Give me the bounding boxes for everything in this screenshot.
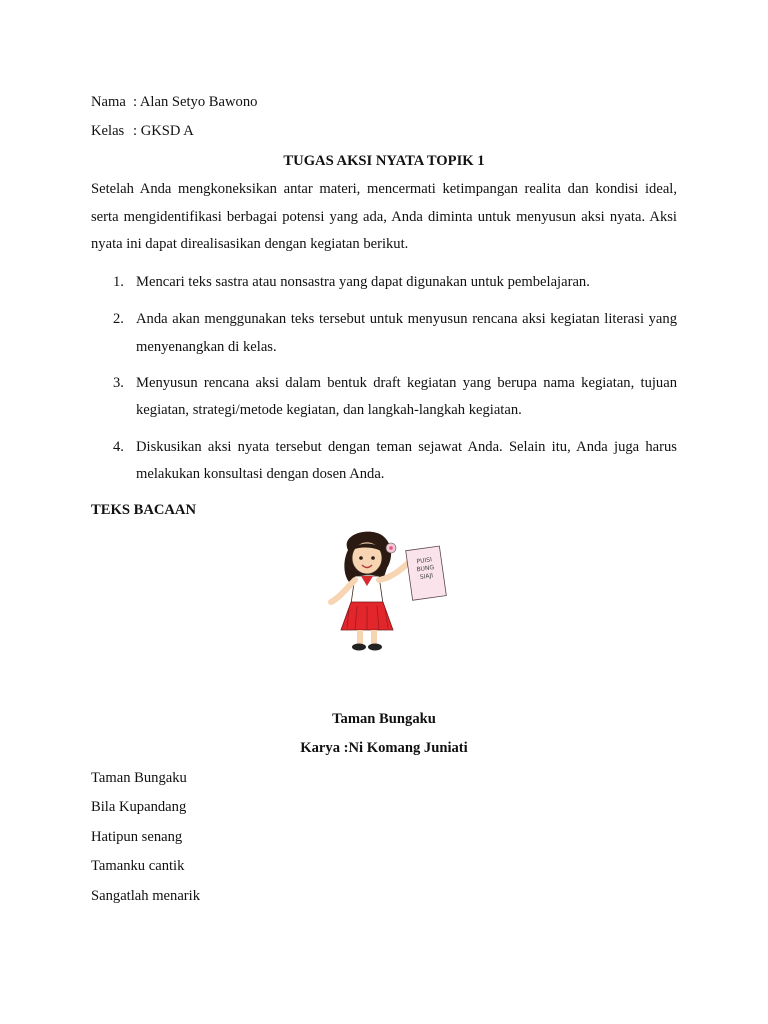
task-number: 2. xyxy=(113,311,124,327)
poem-title: Taman Bungaku xyxy=(332,711,436,727)
eye-icon xyxy=(371,556,375,560)
paper-text: PUISI xyxy=(416,556,433,566)
poem-author: Karya :Ni Komang Juniati xyxy=(300,740,468,756)
task-number: 4. xyxy=(113,439,124,455)
page-title: TUGAS AKSI NYATA TOPIK 1 xyxy=(283,153,485,169)
task-text: Anda akan menggunakan teks tersebut untuk menyusun rencana aksi kegiatan literasi yang xyxy=(136,311,677,327)
task-text: Mencari teks sastra atau nonsastra yang dapat digunakan untuk pembelajaran. xyxy=(136,274,590,290)
intro-line-1: Setelah Anda mengkoneksikan antar materi, mencermati ketimpangan realita dan kondisi ideal, xyxy=(91,181,677,197)
task-number: 1. xyxy=(113,274,124,290)
nama-label: Nama xyxy=(91,94,126,110)
poem-paper xyxy=(406,546,447,600)
intro-line-2: serta mengidentifikasi berbagai potensi yang ada, Anda diminta untuk menyusun aksi nyata. Aksi xyxy=(91,209,677,225)
task-number: 3. xyxy=(113,375,124,391)
kelas-value: : GKSD A xyxy=(133,123,194,139)
paper-text: BUNG xyxy=(416,563,435,574)
intro-line-3: nyata ini dapat direalisasikan dengan kegiatan berikut. xyxy=(91,236,409,252)
eye-icon xyxy=(359,556,363,560)
shoe-icon xyxy=(368,644,382,651)
task-text: melakukan konsultasi dengan dosen Anda. xyxy=(136,466,385,482)
poem-line: Tamanku cantik xyxy=(91,858,185,874)
section-heading: TEKS BACAAN xyxy=(91,502,197,518)
task-text: Menyusun rencana aksi dalam bentuk draft kegiatan yang berupa nama kegiatan, tujuan xyxy=(136,375,677,391)
task-text: kegiatan, strategi/metode kegiatan, dan langkah-langkah kegiatan. xyxy=(136,402,522,418)
shoe-icon xyxy=(352,644,366,651)
task-text: menyenangkan di kelas. xyxy=(136,339,277,355)
leg-shape xyxy=(371,630,377,644)
poem-line: Bila Kupandang xyxy=(91,799,187,815)
poem-line: Sangatlah menarik xyxy=(91,888,201,904)
task-text: Diskusikan aksi nyata tersebut dengan teman sejawat Anda. Selain itu, Anda juga harus xyxy=(136,439,677,455)
poem-line: Taman Bungaku xyxy=(91,770,187,786)
kelas-label: Kelas xyxy=(91,123,125,139)
nama-row xyxy=(91,94,126,111)
flower-center-icon xyxy=(389,546,393,550)
poem-line: Hatipun senang xyxy=(91,829,183,845)
paper-text: SIAJI xyxy=(419,572,434,581)
leg-shape xyxy=(357,630,363,644)
girl-reading-illustration xyxy=(285,528,490,653)
nama-value: : Alan Setyo Bawono xyxy=(133,94,258,110)
